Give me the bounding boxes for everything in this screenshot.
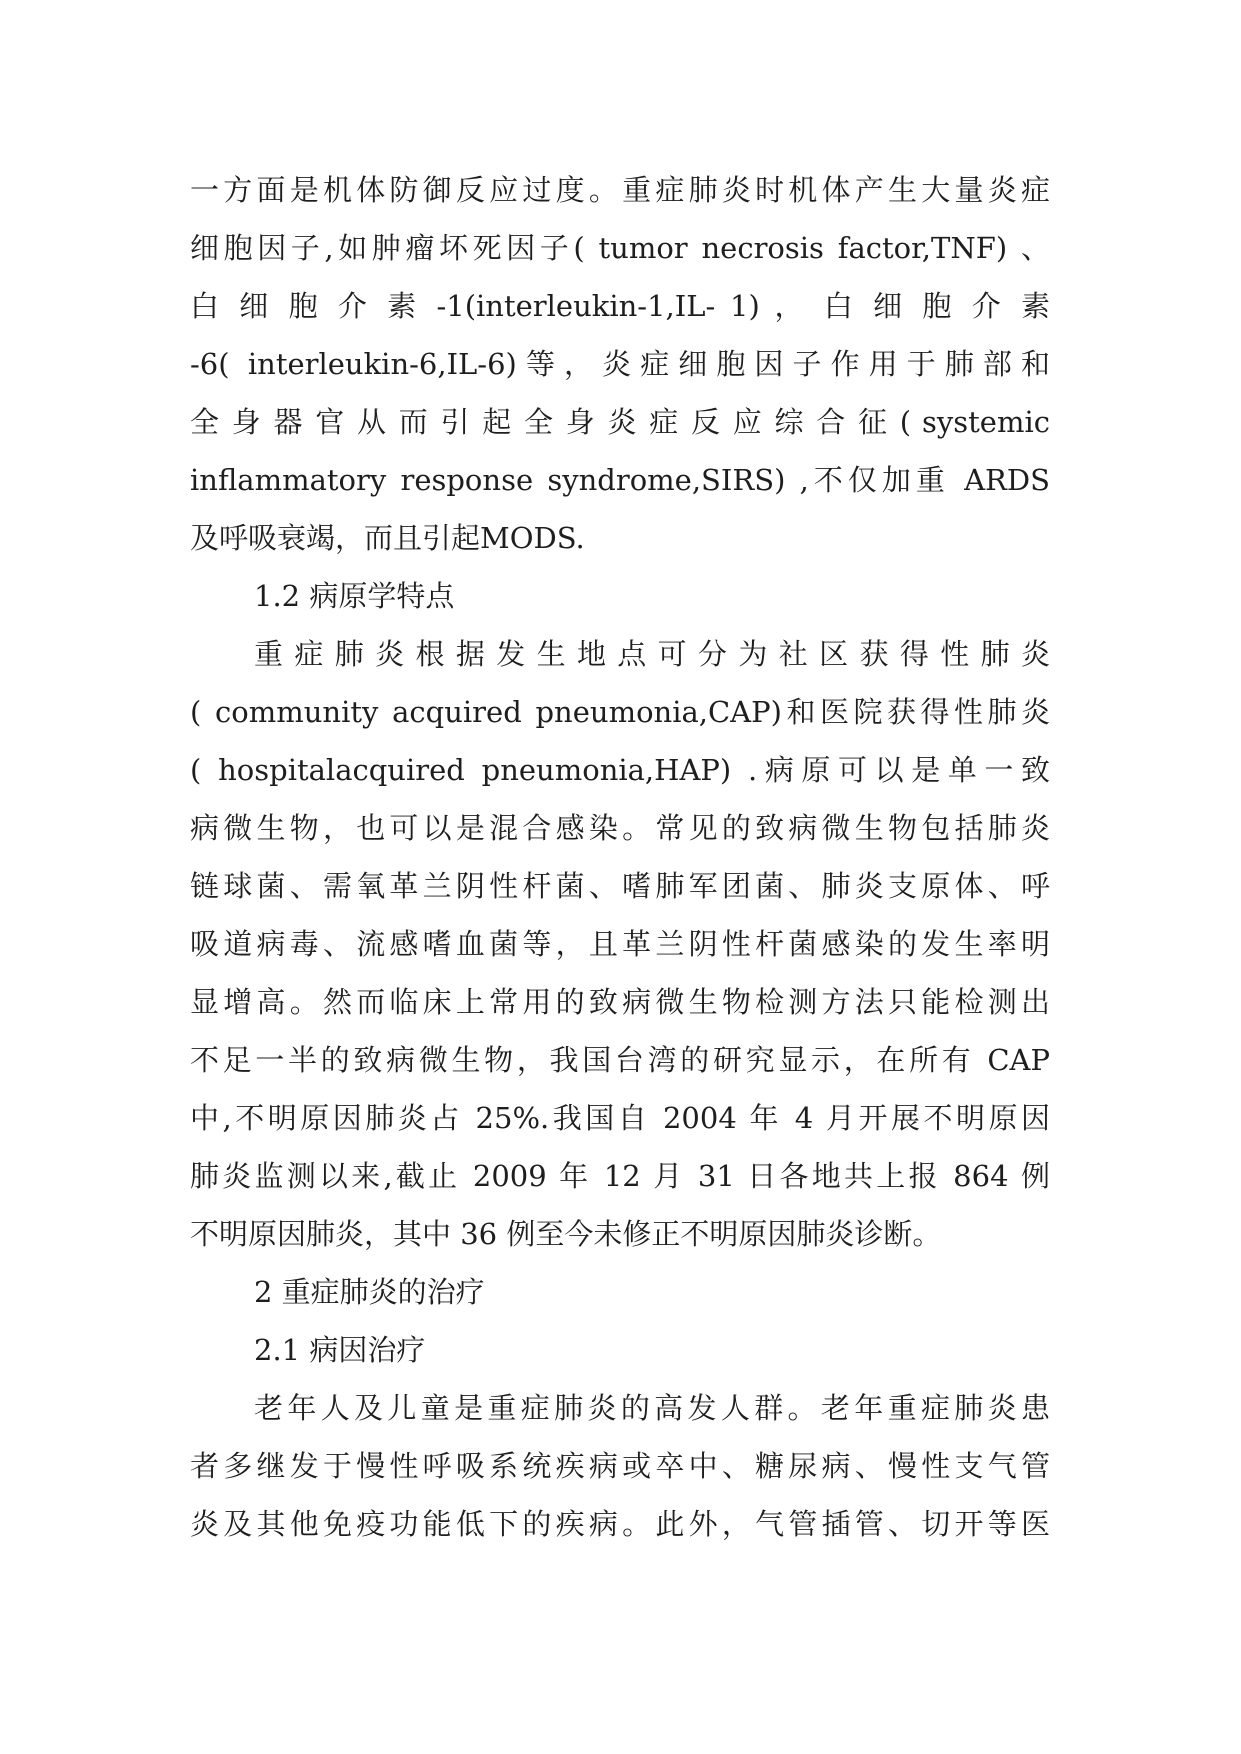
text-line: 吸道病毒、流感嗜血菌等，且革兰阴性杆菌感染的发生率明 bbox=[190, 927, 1050, 961]
text-line: 细胞因子,如肿瘤坏死因子( tumor necrosis factor,TNF) 、 bbox=[190, 231, 1050, 265]
text-line: ( hospitalacquired pneumonia,HAP) .病原可以是单一致 bbox=[190, 753, 1050, 787]
section-heading: 2 重症肺炎的治疗 bbox=[254, 1275, 485, 1309]
text-line: 炎及其他免疫功能低下的疾病。此外，气管插管、切开等医 bbox=[190, 1507, 1050, 1541]
paragraph-first-line: 重 症 肺 炎 根 据 发 生 地 点 可 分 为 社 区 获 得 性 肺 炎 bbox=[254, 637, 1050, 671]
section-heading: 1.2 病原学特点 bbox=[254, 579, 455, 613]
text-line: 肺炎监测以来,截止 2009 年 12 月 31 日各地共上报 864 例 bbox=[190, 1159, 1050, 1193]
text-line: 一方面是机体防御反应过度。重症肺炎时机体产生大量炎症 bbox=[190, 173, 1050, 207]
text-line: 全 身 器 官 从 而 引 起 全 身 炎 症 反 应 综 合 征 ( systemic bbox=[190, 405, 1050, 439]
text-line: 病微生物，也可以是混合感染。常见的致病微生物包括肺炎 bbox=[190, 811, 1050, 845]
text-line: inflammatory response syndrome,SIRS) ,不仅加重 ARDS bbox=[190, 463, 1050, 497]
text-line: 显增高。然而临床上常用的致病微生物检测方法只能检测出 bbox=[190, 985, 1050, 1019]
text-line: 者多继发于慢性呼吸系统疾病或卒中、糖尿病、慢性支气管 bbox=[190, 1449, 1050, 1483]
subsection-heading: 2.1 病因治疗 bbox=[254, 1333, 426, 1367]
text-line: 中,不明原因肺炎占 25%.我国自 2004 年 4 月开展不明原因 bbox=[190, 1101, 1050, 1135]
text-line: ( community acquired pneumonia,CAP)和医院获得性肺炎 bbox=[190, 695, 1050, 729]
text-line: 不明原因肺炎，其中 36 例至今未修正不明原因肺炎诊断。 bbox=[190, 1217, 942, 1251]
text-line: -6( interleukin-6,IL-6)等，炎症细胞因子作用于肺部和 bbox=[190, 347, 1050, 381]
text-line: 白 细 胞 介 素 -1(interleukin-1,IL- 1) ， 白 细 胞 介 素 bbox=[190, 289, 1050, 323]
body-text bbox=[190, 161, 1050, 1553]
text-line: 不足一半的致病微生物，我国台湾的研究显示，在所有 CAP bbox=[190, 1043, 1050, 1077]
text-line: 链球菌、需氧革兰阴性杆菌、嗜肺军团菌、肺炎支原体、呼 bbox=[190, 869, 1050, 903]
text-line: 及呼吸衰竭，而且引起MODS. bbox=[190, 521, 585, 555]
paragraph-first-line: 老年人及儿童是重症肺炎的高发人群。老年重症肺炎患 bbox=[254, 1391, 1050, 1425]
